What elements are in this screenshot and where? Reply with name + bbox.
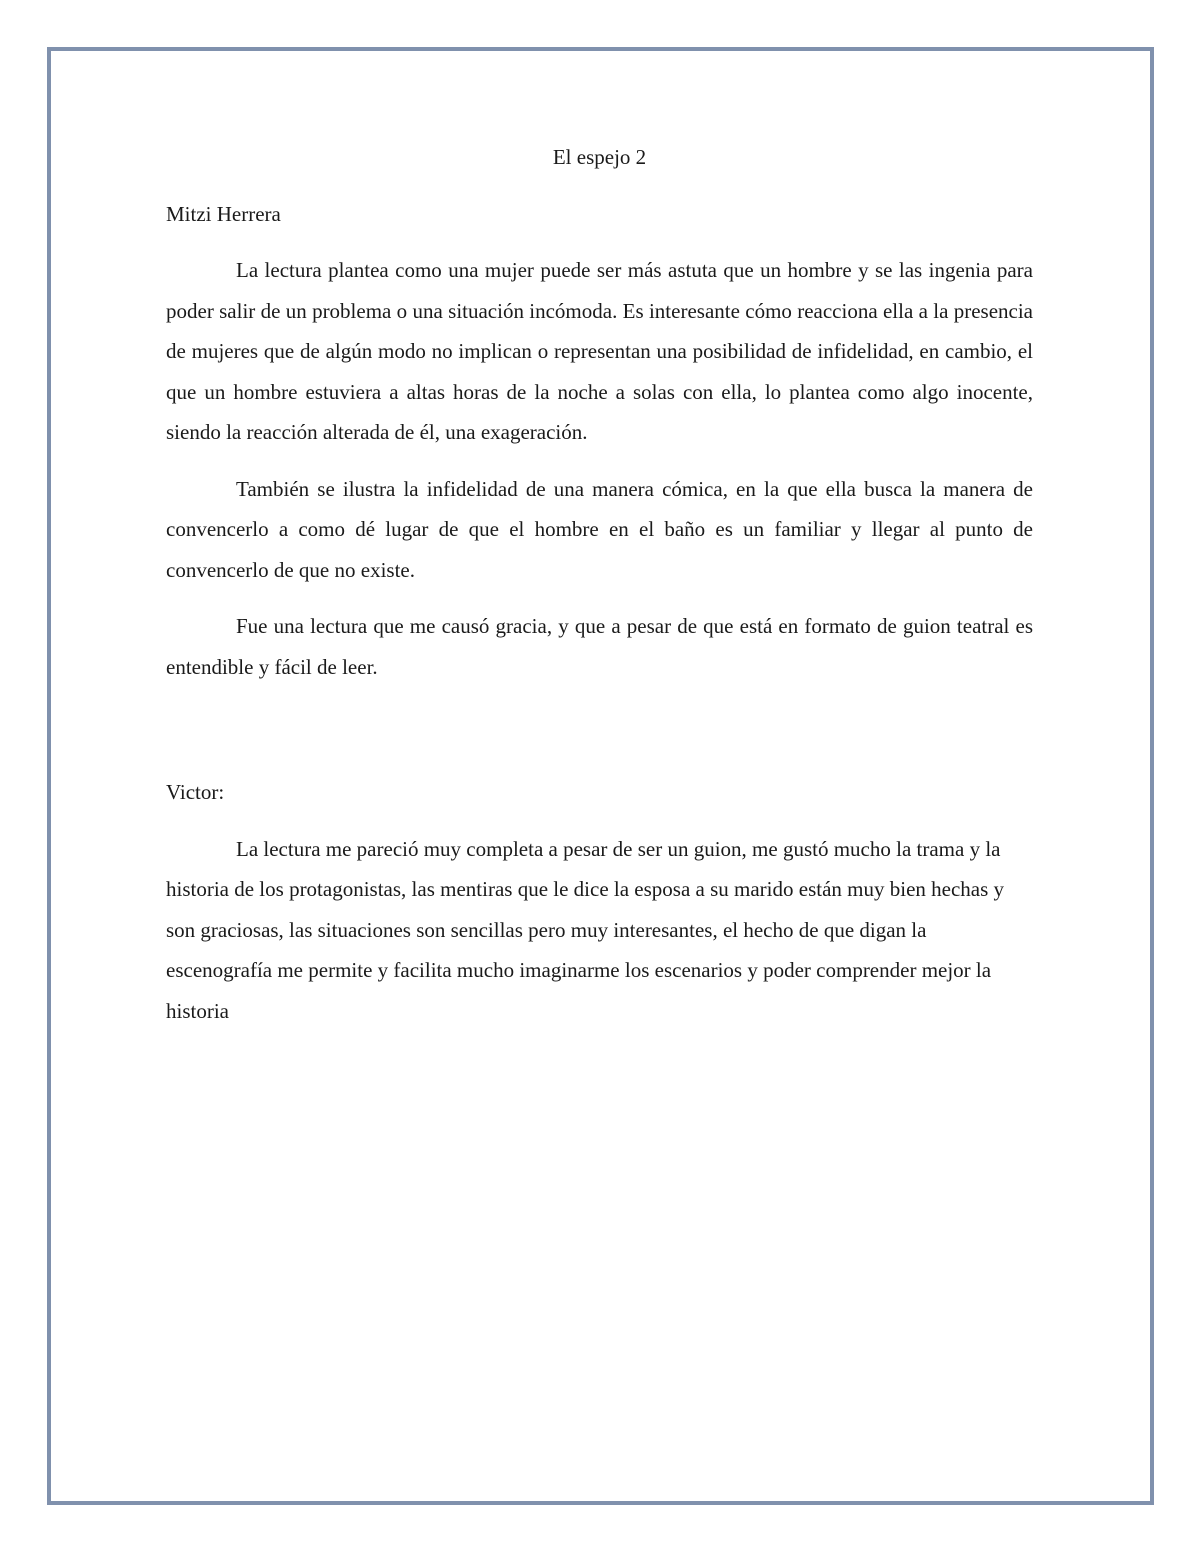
author-name: Mitzi Herrera [166, 201, 281, 226]
document-title: El espejo 2 [552, 145, 647, 169]
paragraph: La lectura me pareció muy completa a pesar de ser un guion, me gustó mucho la trama y la historia de los protagonistas, las mentiras que le dice la esposa a su marido están muy bien hechas y son graciosas, las situaciones son sencillas pero muy interesantes, el hecho de que digan la escenografía me permite y facilita mucho imaginarme los escenarios y poder comprender mejor la historia [166, 836, 1005, 1023]
document-body [166, 137, 1033, 1031]
paragraph: Fue una lectura que me causó gracia, y que a pesar de que está en formato de guion teatral es entendible y fácil de leer. [166, 614, 1033, 679]
author-name: Victor: [166, 780, 225, 804]
paragraph: La lectura plantea como una mujer puede ser más astuta que un hombre y se las ingenia para poder salir de un problema o una situación incómoda. Es interesante cómo reacciona ella a la presencia de mujeres que de algún modo no implican o representan una posibilidad de infidelidad, en cambio, el que un hombre estuviera a altas horas de la noche a solas con ella, lo plantea como algo inocente, siendo la reacción alterada de él, una exageración. [166, 258, 1033, 444]
paragraph: También se ilustra la infidelidad de una manera cómica, en la que ella busca la manera de convencerlo a como dé lugar de que el hombre en el baño es un familiar y llegar al punto de convencerlo de que no existe. [166, 476, 1033, 582]
